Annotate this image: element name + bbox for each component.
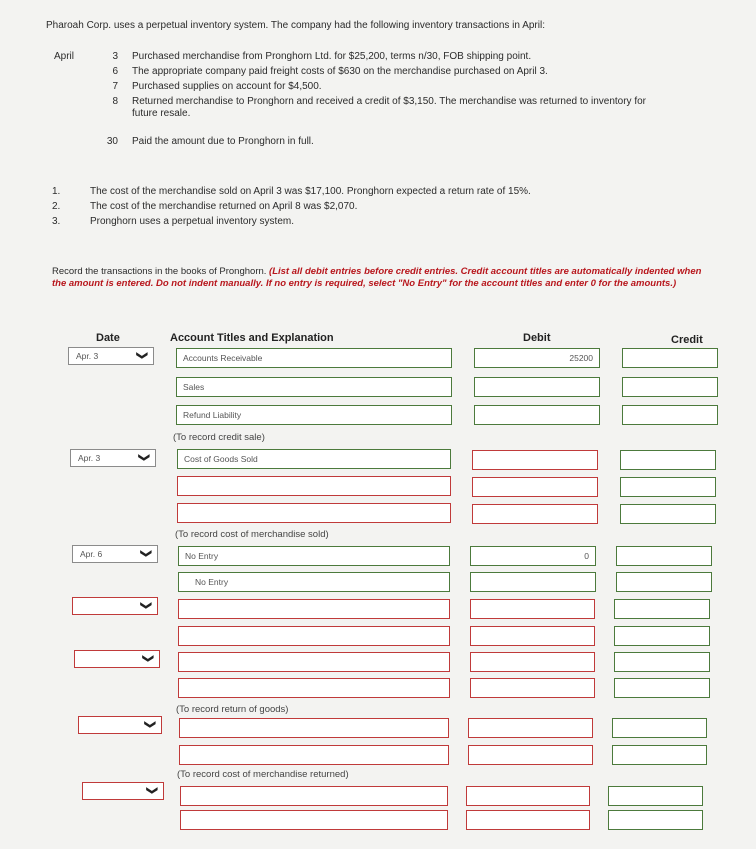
credit-input[interactable] [614, 678, 710, 698]
note-text: The cost of the merchandise sold on April 3 was $17,100. Pronghorn expected a return rate of 15%. [90, 186, 531, 197]
note-number: 3. [52, 216, 61, 227]
debit-column-header: Debit [523, 332, 551, 344]
credit-input[interactable] [620, 477, 716, 497]
debit-input[interactable] [468, 745, 593, 765]
instructions [52, 266, 712, 290]
credit-input[interactable] [616, 572, 712, 592]
debit-input[interactable] [470, 572, 596, 592]
credit-input[interactable] [614, 626, 710, 646]
date-select-value: Apr. 3 [78, 453, 101, 463]
transaction-description: Paid the amount due to Pronghorn in full. [132, 136, 314, 147]
transaction-row [54, 136, 714, 150]
transaction-day: 3 [112, 51, 118, 62]
account-title-input[interactable] [177, 476, 451, 496]
credit-input[interactable] [622, 377, 718, 397]
note-number: 2. [52, 201, 61, 212]
account-title-input[interactable] [179, 745, 449, 765]
transaction-description: The appropriate company paid freight costs of $630 on the merchandise purchased on April 3. [132, 66, 548, 77]
account-title-value: No Entry [185, 551, 219, 561]
account-title-input[interactable] [177, 449, 451, 469]
chevron-down-icon: ❯ [143, 719, 156, 730]
debit-value: 0 [584, 551, 589, 561]
credit-input[interactable] [616, 546, 712, 566]
debit-input[interactable] [474, 405, 600, 425]
note-text: The cost of the merchandise returned on April 8 was $2,070. [90, 201, 358, 212]
date-select[interactable] [72, 597, 158, 615]
debit-input[interactable] [474, 377, 600, 397]
account-title-value: No Entry [195, 577, 229, 587]
credit-input[interactable] [612, 745, 707, 765]
account-title-input[interactable] [178, 546, 450, 566]
debit-input[interactable] [470, 546, 596, 566]
date-select-value: Apr. 6 [80, 549, 103, 559]
credit-input[interactable] [608, 786, 703, 806]
transaction-row [54, 96, 714, 124]
debit-input[interactable] [474, 348, 600, 368]
credit-column-header: Credit [671, 334, 703, 346]
credit-input[interactable] [622, 348, 718, 368]
note-text: Pronghorn uses a perpetual inventory system. [90, 216, 294, 227]
transaction-day: 8 [112, 96, 118, 107]
credit-input[interactable] [622, 405, 718, 425]
transaction-description: Purchased supplies on account for $4,500. [132, 81, 322, 92]
account-title-input[interactable] [180, 786, 448, 806]
explanation-memo: (To record cost of merchandise returned) [177, 769, 349, 780]
account-title-input[interactable] [176, 405, 452, 425]
explanation-memo: (To record credit sale) [173, 432, 265, 443]
account-column-header: Account Titles and Explanation [170, 332, 334, 344]
date-select[interactable] [74, 650, 160, 668]
instructions-emphasis: (List all debit entries before credit entries. Credit account titles are automatically indented when the amount is entered. Do not indent manually. If no entry is required, select "No Entry" for the account titles and enter 0 for the amounts.) [52, 266, 702, 289]
transaction-month: April [54, 51, 75, 62]
debit-input[interactable] [470, 626, 595, 646]
credit-input[interactable] [620, 504, 716, 524]
date-select-value: Apr. 3 [76, 351, 99, 361]
account-title-input[interactable] [180, 810, 448, 830]
account-title-input[interactable] [178, 678, 450, 698]
account-title-input[interactable] [178, 572, 450, 592]
explanation-memo: (To record return of goods) [176, 704, 289, 715]
transaction-description: Returned merchandise to Pronghorn and received a credit of $3,150. The merchandise was returned to inventory for future resale. [132, 96, 646, 119]
chevron-down-icon: ❯ [135, 350, 148, 361]
account-title-input[interactable] [176, 348, 452, 368]
debit-value: 25200 [569, 353, 593, 363]
chevron-down-icon: ❯ [141, 653, 154, 664]
account-title-input[interactable] [177, 503, 451, 523]
date-select[interactable] [68, 347, 154, 365]
credit-input[interactable] [608, 810, 703, 830]
debit-input[interactable] [470, 599, 595, 619]
credit-input[interactable] [620, 450, 716, 470]
transaction-day: 6 [112, 66, 118, 77]
explanation-memo: (To record cost of merchandise sold) [175, 529, 329, 540]
transaction-row [54, 66, 714, 80]
debit-input[interactable] [466, 810, 590, 830]
problem-intro: Pharoah Corp. uses a perpetual inventory system. The company had the following inventory transactions in April: [46, 20, 545, 31]
note-row [52, 186, 712, 200]
account-title-value: Sales [183, 382, 205, 392]
chevron-down-icon: ❯ [139, 548, 152, 559]
chevron-down-icon: ❯ [145, 785, 158, 796]
account-title-input[interactable] [178, 599, 450, 619]
transaction-description: Purchased merchandise from Pronghorn Ltd. for $25,200, terms n/30, FOB shipping point. [132, 51, 532, 62]
transaction-row [54, 51, 714, 65]
account-title-input[interactable] [178, 626, 450, 646]
transaction-row [54, 81, 714, 95]
date-column-header: Date [96, 332, 120, 344]
debit-input[interactable] [472, 504, 598, 524]
date-select[interactable] [70, 449, 156, 467]
debit-input[interactable] [470, 652, 595, 672]
account-title-value: Cost of Goods Sold [184, 454, 258, 464]
chevron-down-icon: ❯ [137, 452, 150, 463]
date-select[interactable] [72, 545, 158, 563]
account-title-input[interactable] [176, 377, 452, 397]
account-title-input[interactable] [179, 718, 449, 738]
account-title-input[interactable] [178, 652, 450, 672]
debit-input[interactable] [466, 786, 590, 806]
debit-input[interactable] [470, 678, 595, 698]
date-select[interactable] [78, 716, 162, 734]
transaction-day: 30 [106, 136, 118, 147]
debit-input[interactable] [472, 450, 598, 470]
account-title-value: Refund Liability [183, 410, 242, 420]
transaction-day: 7 [112, 81, 118, 92]
account-title-value: Accounts Receivable [183, 353, 263, 363]
date-select[interactable] [82, 782, 164, 800]
note-number: 1. [52, 186, 61, 197]
instructions-text: Record the transactions in the books of Pronghorn. [52, 266, 270, 277]
debit-input[interactable] [472, 477, 598, 497]
credit-input[interactable] [614, 599, 710, 619]
credit-input[interactable] [614, 652, 710, 672]
chevron-down-icon: ❯ [139, 600, 152, 611]
debit-input[interactable] [468, 718, 593, 738]
credit-input[interactable] [612, 718, 707, 738]
note-row [52, 216, 712, 230]
note-row [52, 201, 712, 215]
